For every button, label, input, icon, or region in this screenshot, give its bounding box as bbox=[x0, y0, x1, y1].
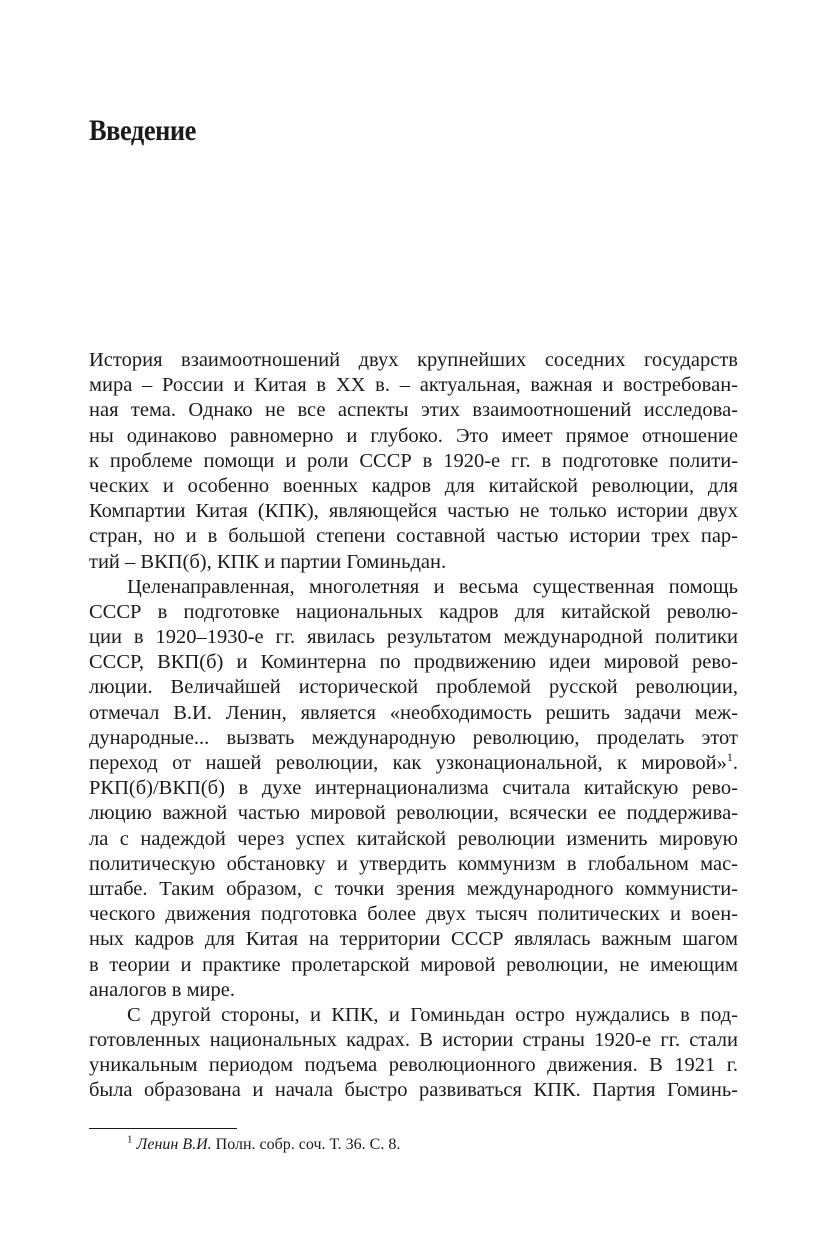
text-line: ческого движения подготовка более двух тысяч политических и воен- bbox=[89, 903, 738, 926]
text-line bbox=[89, 751, 738, 776]
text-line: отмечал В.И. Ленин, является «необходимость решить задачи меж- bbox=[89, 701, 738, 724]
text-line: люцию важной частью мировой революции, всячески ее поддержива- bbox=[89, 802, 738, 825]
paragraph-1 bbox=[89, 348, 738, 575]
text-line: История взаимоотношений двух крупнейших соседних государств bbox=[89, 349, 738, 371]
text-line: ческих и особенно военных кадров для китайской революции, для bbox=[89, 474, 738, 497]
text-line-content: переход от нашей революции, как узконациональной, к мировой» bbox=[89, 752, 727, 774]
text-line: Компартии Китая (КПК), являющейся частью не только истории двух bbox=[89, 500, 738, 523]
text-line: РКП(б)/ВКП(б) в духе интернационализма считала китайскую рево- bbox=[89, 777, 738, 800]
text-line: ных кадров для Китая на территории СССР являлась важным шагом bbox=[89, 928, 738, 951]
footnote-text: Полн. собр. соч. Т. 36. С. 8. bbox=[211, 1136, 401, 1153]
text-line: политическую обстановку и утвердить коммунизм в глобальном мас- bbox=[89, 852, 738, 875]
chapter-heading: Введение bbox=[89, 114, 196, 147]
text-line: СССР в подготовке национальных кадров для китайской револю- bbox=[89, 600, 738, 623]
text-line: уникальным периодом подъема революционного движения. В 1921 г. bbox=[89, 1054, 738, 1077]
text-line: ны одинаково равномерно и глубоко. Это имеет прямое отношение bbox=[89, 424, 738, 447]
footnote-reference-punctuation: . bbox=[732, 752, 738, 774]
text-line: ции в 1920–1930-е гг. явилась результатом международной политики bbox=[89, 626, 738, 649]
text-line: штабе. Таким образом, с точки зрения международного коммунисти- bbox=[89, 877, 738, 900]
footnote-author: Ленин В.И. bbox=[136, 1136, 212, 1153]
text-line: люции. Величайшей исторической проблемой русской революции, bbox=[89, 676, 738, 699]
footnote-divider bbox=[89, 1128, 237, 1129]
text-line: Целенаправленная, многолетняя и весьма существенная помощь bbox=[127, 575, 738, 598]
text-line: готовленных национальных кадрах. В истории страны 1920-е гг. стали bbox=[89, 1029, 738, 1052]
footnote-reference[interactable]: 1 bbox=[726, 750, 733, 765]
footnote bbox=[127, 1134, 400, 1156]
text-line: аналогов в мире. bbox=[89, 978, 236, 1001]
text-line: была образована и начала быстро развиваться КПК. Партия Гоминь- bbox=[89, 1079, 738, 1102]
text-line: дународные... вызвать международную революцию, проделать этот bbox=[89, 726, 738, 749]
text-line: ная тема. Однако не все аспекты этих взаимоотношений исследова- bbox=[89, 399, 738, 422]
text-line: С другой стороны, и КПК, и Гоминьдан остро нуждались в под- bbox=[127, 1003, 738, 1026]
text-line: стран, но и в большой степени составной частью истории трех пар- bbox=[89, 525, 738, 548]
paragraph-2 bbox=[89, 575, 738, 1003]
text-line: СССР, ВКП(б) и Коминтерна по продвижению идеи мировой рево- bbox=[89, 651, 738, 674]
text-line: к проблеме помощи и роли СССР в 1920-е гг. в подготовке полити- bbox=[89, 449, 738, 472]
text-line: в теории и практике пролетарской мировой революции, не имеющим bbox=[89, 953, 738, 976]
footnote-mark: 1 bbox=[127, 1133, 133, 1146]
text-line: тий – ВКП(б), КПК и партии Гоминьдан. bbox=[89, 550, 447, 573]
text-line: ла с надеждой через успех китайской революции изменить мировую bbox=[89, 827, 738, 850]
paragraph-3 bbox=[89, 1003, 738, 1104]
body-text bbox=[89, 348, 738, 1104]
text-line: мира – России и Китая в XX в. – актуальная, важная и востребован- bbox=[89, 374, 738, 397]
